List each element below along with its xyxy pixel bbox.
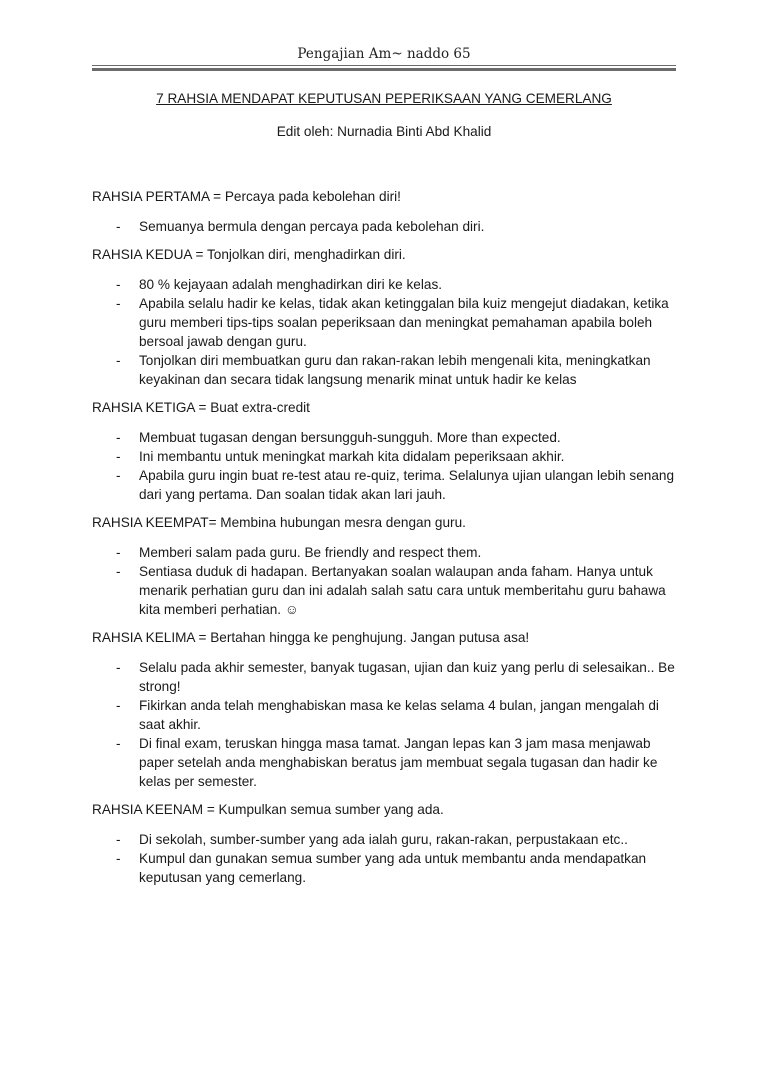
bullet-dash: - — [116, 832, 121, 847]
section-rahsia-keempat — [92, 513, 682, 619]
section-rahsia-kedua — [92, 245, 682, 389]
header-rule-thick — [92, 68, 676, 71]
bullet-dash: - — [116, 296, 121, 311]
list-item — [92, 294, 682, 351]
section-heading: RAHSIA KETIGA = Buat extra-credit — [92, 400, 310, 415]
bullet-list — [92, 217, 682, 236]
list-item — [92, 447, 682, 466]
bullet-dash: - — [116, 698, 121, 713]
header-rule-thin — [92, 65, 676, 66]
list-item — [92, 849, 682, 887]
list-item-text: Di final exam, teruskan hingga masa tamat. Jangan lepas kan 3 jam masa menjawab paper setelah anda menghabiskan beratus jam membuat segala tugasan dan hadir ke kelas per semester. — [139, 736, 658, 789]
section-rahsia-pertama — [92, 187, 682, 236]
list-item-text: Tonjolkan diri membuatkan guru dan rakan-rakan lebih mengenali kita, meningkatkan keyakinan dan secara tidak langsung menarik minat untuk hadir ke kelas — [139, 353, 651, 387]
bullet-list — [92, 428, 682, 504]
list-item — [92, 658, 682, 696]
document-editor: Edit oleh: Nurnadia Binti Abd Khalid — [276, 124, 492, 139]
list-item-text: Membuat tugasan dengan bersungguh-sungguh. More than expected. — [139, 430, 561, 445]
list-item — [92, 562, 682, 619]
list-item-text: Di sekolah, sumber-sumber yang ada ialah guru, rakan-rakan, perpustakaan etc.. — [139, 832, 628, 847]
list-item-text: Memberi salam pada guru. Be friendly and respect them. — [139, 545, 482, 560]
list-item — [92, 466, 682, 504]
bullet-dash: - — [116, 545, 121, 560]
section-heading: RAHSIA KEENAM = Kumpulkan semua sumber yang ada. — [92, 802, 444, 817]
bullet-dash: - — [116, 736, 121, 751]
list-item-text: Apabila selalu hadir ke kelas, tidak akan ketinggalan bila kuiz mengejut diadakan, ketika guru memberi tips-tips soalan peperiksaan dan meningkat pemahaman apabila boleh bersoal jawab dengan guru. — [139, 296, 669, 349]
section-rahsia-keenam — [92, 800, 682, 887]
list-item — [92, 275, 682, 294]
list-item-text: Sentiasa duduk di hadapan. Bertanyakan soalan walaupan anda faham. Hanya untuk menarik perhatian guru dan ini adalah salah satu cara untuk memberitahu guru bahawa kita memberi perhatian. ☺ — [139, 564, 666, 617]
bullet-dash: - — [116, 430, 121, 445]
list-item — [92, 217, 682, 236]
bullet-list — [92, 830, 682, 887]
bullet-list — [92, 543, 682, 619]
list-item — [92, 543, 682, 562]
bullet-dash: - — [116, 851, 121, 866]
list-item-text: Fikirkan anda telah menghabiskan masa ke kelas selama 4 bulan, jangan mengalah di saat akhir. — [139, 698, 659, 732]
bullet-list — [92, 275, 682, 389]
bullet-dash: - — [116, 564, 121, 579]
bullet-dash: - — [116, 277, 121, 292]
bullet-dash: - — [116, 468, 121, 483]
bullet-list — [92, 658, 682, 791]
section-rahsia-kelima — [92, 628, 682, 791]
bullet-dash: - — [116, 353, 121, 368]
list-item-text: Selalu pada akhir semester, banyak tugasan, ujian dan kuiz yang perlu di selesaikan.. Be strong! — [139, 660, 675, 694]
section-heading: RAHSIA KEDUA = Tonjolkan diri, menghadirkan diri. — [92, 247, 406, 262]
bullet-dash: - — [116, 219, 121, 234]
bullet-dash: - — [116, 660, 121, 675]
document-body — [92, 187, 682, 896]
list-item-text: Apabila guru ingin buat re-test atau re-quiz, terima. Selalunya ujian ulangan lebih senang dari yang pertama. Dan soalan tidak akan lari jauh. — [139, 468, 675, 502]
section-heading: RAHSIA KELIMA = Bertahan hingga ke penghujung. Jangan putusa asa! — [92, 630, 530, 645]
document-title: 7 RAHSIA MENDAPAT KEPUTUSAN PEPERIKSAAN YANG CEMERLANG — [156, 91, 612, 106]
list-item-text: Semuanya bermula dengan percaya pada kebolehan diri. — [139, 219, 485, 234]
section-heading: RAHSIA PERTAMA = Percaya pada kebolehan diri! — [92, 189, 401, 204]
list-item — [92, 428, 682, 447]
list-item — [92, 830, 682, 849]
bullet-dash: - — [116, 449, 121, 464]
list-item — [92, 696, 682, 734]
list-item — [92, 734, 682, 791]
list-item-text: Kumpul dan gunakan semua sumber yang ada untuk membantu anda mendapatkan keputusan yang cemerlang. — [139, 851, 647, 885]
section-heading: RAHSIA KEEMPAT= Membina hubungan mesra dengan guru. — [92, 515, 466, 530]
section-rahsia-ketiga — [92, 398, 682, 504]
list-item — [92, 351, 682, 389]
list-item-text: 80 % kejayaan adalah menghadirkan diri ke kelas. — [139, 277, 443, 292]
running-header: Pengajian Am~ naddo 65 — [297, 46, 471, 62]
list-item-text: Ini membantu untuk meningkat markah kita didalam peperiksaan akhir. — [139, 449, 565, 464]
